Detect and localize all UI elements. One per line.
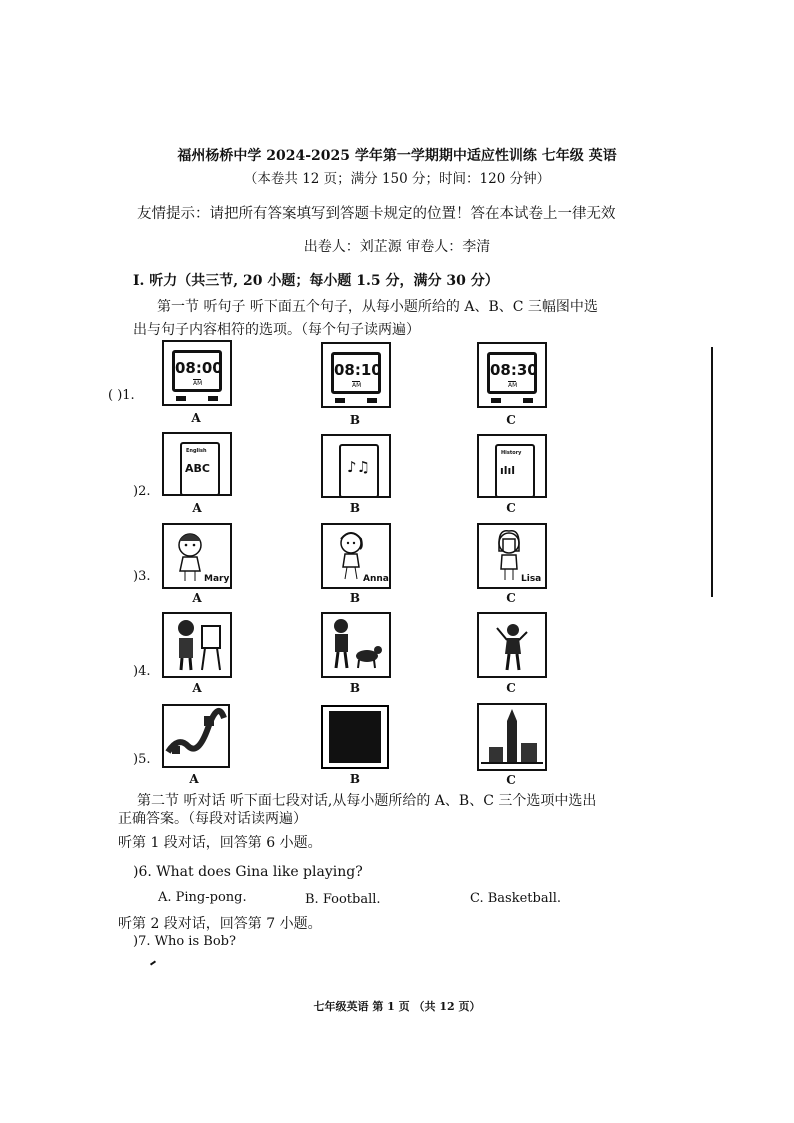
- am-label: AM: [193, 380, 203, 387]
- option-label: B: [349, 591, 361, 605]
- option-image-girl-a: [162, 523, 232, 589]
- q6-option-a: A. Ping-pong.: [158, 890, 247, 905]
- option-image-clock-b: [321, 342, 391, 408]
- option-label: B: [349, 413, 361, 427]
- option-image-girl-b: [321, 523, 391, 589]
- option-image-great-wall: [162, 704, 230, 768]
- book-content: ABC: [185, 462, 210, 475]
- tower-icon: [479, 705, 545, 769]
- question-number: ( )1.: [108, 388, 135, 403]
- question-7: )7. Who is Bob?: [133, 934, 236, 949]
- picture-caption: Anna: [363, 574, 389, 584]
- exam-authors: 出卷人：刘芷源 审卷人：李清: [303, 239, 491, 255]
- question-number: )5.: [133, 752, 151, 767]
- picture-caption: Mary: [204, 574, 230, 584]
- option-image-dark: [321, 705, 389, 769]
- picture-caption: Lisa: [521, 574, 542, 584]
- option-image-book-b: [321, 434, 391, 498]
- pen-mark: [150, 960, 156, 965]
- clock-time: 08:30: [490, 361, 538, 379]
- option-image-painting: [162, 612, 232, 678]
- part1-intro-line2: 出与句子内容相符的选项。（每个句子读两遍）: [133, 322, 420, 338]
- exam-notice: 友情提示：请把所有答案填写到答题卡规定的位置！答在本试卷上一律无效: [137, 206, 616, 222]
- option-image-dance: [477, 612, 547, 678]
- option-label: C: [506, 501, 516, 515]
- option-label: A: [192, 591, 202, 605]
- part2-intro-line1: 第二节 听对话 听下面七段对话,从每小题所给的 A、B、C 三个选项中选出: [137, 793, 597, 809]
- option-label: C: [506, 681, 516, 695]
- clock-time: 08:10: [334, 361, 382, 379]
- question-number: )2.: [133, 484, 151, 499]
- part2-intro-line2: 正确答案。（每段对话读两遍）: [118, 811, 307, 827]
- book-content: ılıl: [500, 464, 516, 477]
- q6-option-c: C. Basketball.: [470, 891, 562, 906]
- am-label: AM: [508, 382, 518, 389]
- exam-subtitle: （本卷共 12 页；满分 150 分；时间：120 分钟）: [243, 171, 551, 187]
- great-wall-icon: [164, 706, 228, 766]
- book-title: English: [186, 448, 207, 454]
- option-image-tower: [477, 703, 547, 771]
- exam-title: 福州杨桥中学 2024-2025 学年第一学期期中适应性训练 七年级 英语: [177, 148, 617, 164]
- am-label: AM: [352, 382, 362, 389]
- dancer-icon: [479, 614, 545, 676]
- page-footer: 七年级英语 第 1 页 （共 12 页）: [313, 1000, 481, 1013]
- option-label: A: [191, 411, 201, 425]
- option-label: C: [506, 773, 516, 787]
- clock-time: 08:00: [175, 359, 223, 377]
- question-number: )3.: [133, 569, 151, 584]
- option-label: B: [349, 772, 361, 786]
- question-number: )4.: [133, 664, 151, 679]
- option-label: C: [506, 591, 516, 605]
- option-image-girl-c: [477, 523, 547, 589]
- dialog1-instruction: 听第 1 段对话，回答第 6 小题。: [118, 835, 322, 851]
- question-6: )6. What does Gina like playing?: [133, 864, 363, 880]
- margin-line: [711, 347, 713, 597]
- dark-picture: [329, 711, 381, 763]
- section-heading: I. 听力（共三节, 20 小题；每小题 1.5 分，满分 30 分）: [133, 273, 499, 289]
- music-note-icon: ♪♫: [347, 458, 371, 476]
- painter-icon: [164, 614, 230, 676]
- option-image-dog-walk: [321, 612, 391, 678]
- option-image-book-a: [162, 432, 232, 496]
- option-label: C: [506, 413, 516, 427]
- book-title: History: [501, 450, 522, 456]
- person-dog-icon: [323, 614, 389, 676]
- option-label: B: [349, 501, 361, 515]
- option-label: A: [189, 772, 199, 786]
- part1-intro-line1: 第一节 听句子 听下面五个句子，从每小题所给的 A、B、C 三幅图中选: [157, 299, 598, 315]
- option-image-book-c: [477, 434, 547, 498]
- option-label: A: [192, 501, 202, 515]
- option-label: B: [349, 681, 361, 695]
- q6-option-b: B. Football.: [305, 892, 381, 907]
- option-image-clock-c: [477, 342, 547, 408]
- option-image-clock-a: [162, 340, 232, 406]
- dialog2-instruction: 听第 2 段对话，回答第 7 小题。: [118, 916, 322, 932]
- option-label: A: [192, 681, 202, 695]
